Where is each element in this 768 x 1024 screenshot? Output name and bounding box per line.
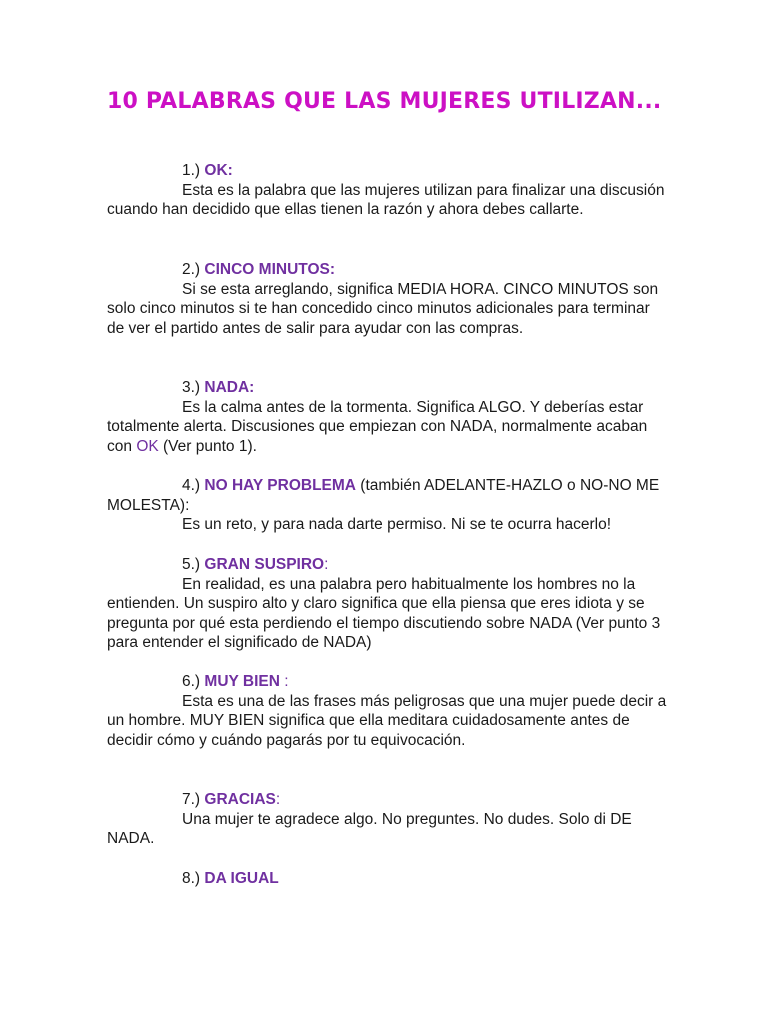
item-keyword-punct: :	[275, 791, 281, 808]
list-item-gran-suspiro	[107, 555, 667, 653]
list-item-cinco-minutos	[107, 260, 667, 338]
document-title: 10 PALABRAS QUE LAS MUJERES UTILIZAN...	[107, 89, 662, 114]
list-item-ok	[107, 161, 667, 220]
list-item-muy-bien	[107, 672, 667, 750]
item-heading	[107, 260, 667, 280]
item-keyword-punct: :	[279, 673, 289, 690]
item-keyword: OK:	[204, 162, 233, 179]
item-keyword: DA IGUAL	[204, 870, 279, 887]
item-number: 7.)	[182, 791, 201, 808]
list-item-no-hay-problema	[107, 476, 667, 535]
item-number: 3.)	[182, 379, 201, 396]
item-body: En realidad, es una palabra pero habitualmente los hombres no la entienden. Un suspiro alto y claro significa que ella piensa que eres idiota y se pregunta por qué esta perdiendo el tiempo discutiendo sobre NADA (Ver punto 3 para entender el significado de NADA)	[107, 575, 661, 652]
item-body: Esta es la palabra que las mujeres utilizan para finalizar una discusión cuando han decidido que ellas tienen la razón y ahora debes callarte.	[107, 181, 665, 219]
item-heading	[107, 555, 667, 575]
item-keyword: NADA:	[204, 379, 255, 396]
item-body	[107, 398, 667, 457]
list-item-da-igual	[107, 869, 667, 889]
item-number: 1.)	[182, 162, 201, 179]
item-keyword: NO HAY PROBLEMA	[204, 477, 356, 494]
item-body: Una mujer te agradece algo. No preguntes. No dudes. Solo di DE NADA.	[107, 810, 632, 848]
item-number: 8.)	[182, 870, 201, 887]
item-number: 4.)	[182, 477, 201, 494]
item-keyword-note: (también ADELANTE-HAZLO o NO-NO ME MOLESTA):	[107, 477, 660, 514]
item-keyword-punct: :	[324, 556, 329, 573]
list-item-gracias	[107, 790, 667, 849]
item-heading	[107, 672, 667, 692]
item-body: Es un reto, y para nada darte permiso. Ni se te ocurra hacerlo!	[182, 516, 612, 534]
item-keyword: CINCO MINUTOS:	[204, 261, 336, 278]
item-heading	[107, 790, 667, 810]
item-number: 5.)	[182, 556, 201, 573]
item-number: 6.)	[182, 673, 201, 690]
item-heading	[107, 476, 667, 515]
item-heading	[107, 161, 667, 181]
item-body-text: Es la calma antes de la tormenta. Significa ALGO. Y deberías estar totalmente alerta. Discusiones que empiezan con NADA, normalmente acaban con	[107, 398, 648, 455]
item-keyword: GRAN SUSPIRO	[204, 556, 325, 573]
item-heading	[107, 869, 667, 889]
item-body: Esta es una de las frases más peligrosas que una mujer puede decir a un hombre. MUY BIEN significa que ella meditara cuidadosamente antes de decidir cómo y cuándo pagarás por tu equivocación.	[107, 692, 667, 749]
list-item-nada	[107, 378, 667, 456]
item-body-text-end: (Ver punto 1).	[158, 437, 257, 455]
item-heading	[107, 378, 667, 398]
item-body-accent: OK	[136, 437, 159, 455]
item-body: Si se esta arreglando, significa MEDIA HORA. CINCO MINUTOS son solo cinco minutos si te han concedido cinco minutos adicionales para terminar de ver el partido antes de salir para ayudar con las compras.	[107, 280, 659, 337]
item-number: 2.)	[182, 261, 201, 278]
item-keyword: GRACIAS	[204, 791, 276, 808]
item-keyword: MUY BIEN	[204, 673, 280, 690]
